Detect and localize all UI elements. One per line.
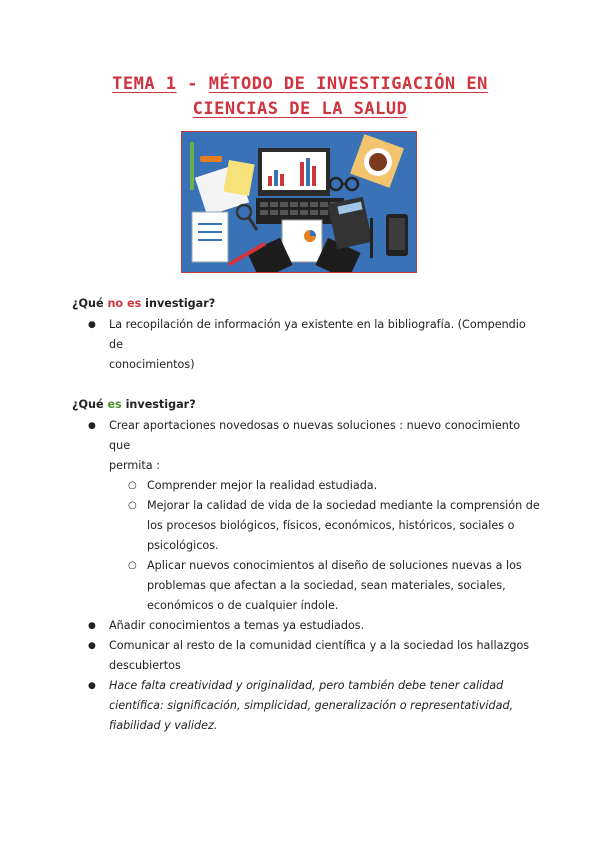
question-suffix: investigar?	[121, 398, 196, 411]
sub-list-item-line: problemas que afectan a la sociedad, sean materiales, sociales,	[147, 579, 506, 592]
sub-list-item-line: ○ Mejorar la calidad de vida de la sociedad mediante la comprensión de	[147, 499, 540, 512]
list-item-line: ● Hace falta creatividad y originalidad, pero también debe tener calidad	[109, 679, 504, 692]
title-main: MÉTODO DE INVESTIGACIÓN EN	[208, 74, 488, 94]
page-title	[0, 72, 600, 122]
question-highlight-es: es	[107, 398, 122, 411]
list-item-line: conocimientos)	[109, 358, 195, 371]
sub-list-item-line: ○ Comprender mejor la realidad estudiada.	[147, 479, 378, 492]
title-separator: -	[176, 74, 209, 94]
question-what-is-not	[72, 294, 542, 314]
question-highlight-no-es: no es	[107, 297, 142, 310]
list-item-line: descubiertos	[109, 659, 181, 672]
pencil-icon	[190, 142, 194, 190]
list-item-line: permita :	[109, 459, 160, 472]
sub-list-item-line: los procesos biológicos, físicos, económicos, históricos, sociales o	[147, 519, 515, 532]
list-what-is	[72, 416, 542, 736]
list-item	[72, 416, 542, 476]
sub-list-item	[72, 496, 542, 556]
title-line-2	[0, 97, 600, 122]
main-content	[72, 294, 542, 736]
sub-list-item-line: ○ Aplicar nuevos conocimientos al diseño de soluciones nuevas a los	[147, 559, 522, 572]
list-item-line: ● Añadir conocimientos a temas ya estudiados.	[109, 619, 365, 632]
desk-illustration-svg	[182, 132, 417, 273]
pen-icon	[370, 218, 373, 258]
sub-list-item-line: económicos o de cualquier índole.	[147, 599, 339, 612]
research-illustration	[181, 131, 417, 273]
list-item-line: científica: significación, simplicidad, generalización o representatividad,	[109, 699, 514, 712]
list-item-line: fiabilidad y validez.	[109, 719, 218, 732]
question-what-is	[72, 395, 542, 415]
clipboard-icon	[192, 212, 228, 262]
list-item-italic	[72, 676, 542, 736]
question-prefix: ¿Qué	[72, 297, 108, 310]
eraser-icon	[200, 156, 222, 162]
list-what-is-not	[72, 315, 542, 375]
list-item	[72, 636, 542, 676]
list-item-line: ● Crear aportaciones novedosas o nuevas soluciones : nuevo conocimiento que	[109, 419, 521, 452]
question-suffix: investigar?	[141, 297, 216, 310]
title-line-1	[0, 72, 600, 97]
list-item	[72, 616, 542, 636]
list-item	[72, 315, 542, 375]
title-tema: TEMA 1	[112, 74, 177, 94]
list-item-line: ● Comunicar al resto de la comunidad científica y a la sociedad los hallazgos	[109, 639, 530, 652]
list-item-line: ● La recopilación de información ya existente en la bibliografía. (Compendio de	[109, 318, 526, 351]
question-prefix: ¿Qué	[72, 398, 108, 411]
title-main-2: CIENCIAS DE LA SALUD	[192, 99, 408, 119]
sub-list-item	[72, 476, 542, 496]
sub-list-item-line: psicológicos.	[147, 539, 219, 552]
sub-list-item	[72, 556, 542, 616]
sticky-note-icon	[223, 160, 254, 196]
